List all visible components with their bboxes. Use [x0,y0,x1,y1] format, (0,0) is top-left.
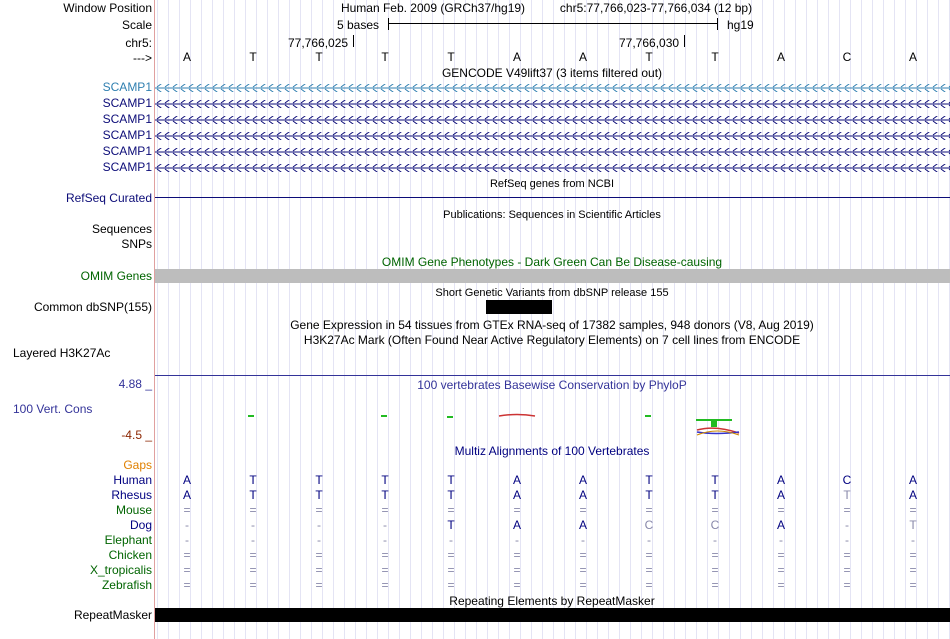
phylop-max-label: 4.88 _ [118,377,152,391]
reference-base: T [447,50,455,64]
aligned-base: = [381,578,389,592]
aligned-base: = [579,578,587,592]
aligned-base: = [381,548,389,562]
aligned-base: - [845,533,849,547]
ruler-tick [684,35,685,47]
aligned-base: = [249,563,257,577]
aligned-base: A [908,488,917,502]
reference-base: T [381,50,389,64]
aligned-base: = [447,503,455,517]
strand-label: ---> [133,51,152,65]
aligned-base: A [182,488,191,502]
reference-base: T [711,50,719,64]
dbsnp-track-label[interactable]: Common dbSNP(155) [33,300,152,314]
aligned-base: A [908,473,917,487]
repeatmasker-element[interactable] [155,608,950,622]
species-label[interactable]: Zebrafish [101,578,152,592]
species-label[interactable]: Dog [129,518,152,532]
aligned-base: A [776,473,785,487]
reference-base: C [842,50,852,64]
phylop-mark [499,415,535,417]
reference-base: A [512,50,521,64]
db-label: hg19 [727,18,754,32]
transcript-line [155,100,950,108]
multiz-track-title[interactable]: Multiz Alignments of 100 Vertebrates [454,444,650,458]
aligned-base: = [315,563,323,577]
aligned-base: = [249,578,257,592]
aligned-base: T [447,488,455,502]
phylop-track-title[interactable]: 100 vertebrates Basewise Conservation by PhyloP [417,378,687,392]
aligned-base: - [383,518,387,532]
aligned-base: - [515,533,519,547]
h3k27ac-track-label[interactable]: Layered H3K27Ac [13,346,111,360]
aligned-base: - [581,533,585,547]
aligned-base: = [447,578,455,592]
gencode-transcripts[interactable] [155,80,950,176]
aligned-base: T [447,518,455,532]
aligned-base: A [512,518,521,532]
gtex-track-title[interactable]: Gene Expression in 54 tissues from GTEx RNA-seq of 17382 samples, 948 donors (V8, Aug 2019) [290,318,814,332]
reference-base: T [249,50,257,64]
species-label[interactable]: Human [113,473,152,487]
aligned-base: T [249,473,257,487]
snps-track-label[interactable]: SNPs [121,237,152,251]
aligned-base: C [710,518,720,532]
aligned-base: = [711,563,719,577]
gencode-item-label[interactable]: SCAMP1 [102,128,152,142]
aligned-base: T [909,518,917,532]
phylop-mark [711,419,717,427]
reference-bases [155,50,950,64]
aligned-base: = [249,548,257,562]
gencode-item-label[interactable]: SCAMP1 [102,96,152,110]
aligned-base: T [447,473,455,487]
aligned-base: A [182,473,191,487]
phylop-graph[interactable] [155,405,950,440]
aligned-base: T [645,488,653,502]
aligned-base: T [249,488,257,502]
aligned-base: A [776,518,785,532]
aligned-base: - [251,533,255,547]
reference-base: T [315,50,323,64]
aligned-base: T [315,473,323,487]
aligned-base: = [183,548,191,562]
aligned-base: = [843,548,851,562]
aligned-base: = [183,563,191,577]
aligned-base: A [578,473,587,487]
aligned-base: - [713,533,717,547]
aligned-base: - [845,518,849,532]
aligned-base: A [512,473,521,487]
aligned-base: - [449,533,453,547]
aligned-base: = [909,503,917,517]
gencode-item-label[interactable]: SCAMP1 [102,80,152,94]
refseq-gene-line[interactable] [155,197,950,198]
aligned-base: T [315,488,323,502]
aligned-base: = [909,548,917,562]
species-label[interactable]: Chicken [108,548,152,562]
refseq-track-label[interactable]: RefSeq Curated [65,191,152,205]
aligned-base: = [909,563,917,577]
aligned-base: T [843,488,851,502]
aligned-base: = [645,503,653,517]
transcript-line [155,132,950,140]
aligned-base: = [711,503,719,517]
aligned-base: - [185,518,189,532]
reference-base: A [908,50,917,64]
gaps-label: Gaps [123,458,152,472]
aligned-base: = [843,578,851,592]
transcript-line [155,164,950,172]
aligned-base: = [447,548,455,562]
aligned-base: A [776,488,785,502]
aligned-base: - [317,533,321,547]
aligned-base: = [711,578,719,592]
species-label[interactable]: Rhesus [111,488,152,502]
omim-gene-bar[interactable] [155,269,950,283]
aligned-base: - [185,533,189,547]
aligned-base: T [711,488,719,502]
repeatmasker-track-title[interactable]: Repeating Elements by RepeatMasker [449,594,655,608]
species-label[interactable]: Elephant [104,533,152,547]
scale-bar [388,18,718,30]
aligned-base: - [647,533,651,547]
reference-base: T [645,50,653,64]
aligned-base: A [512,488,521,502]
aligned-base: - [317,518,321,532]
reference-base: A [578,50,587,64]
species-label[interactable]: X_tropicalis [89,563,152,577]
aligned-base: - [251,518,255,532]
aligned-base: = [183,503,191,517]
aligned-base: - [911,533,915,547]
transcript-line [155,84,950,92]
dbsnp-track-title[interactable]: Short Genetic Variants from dbSNP release 155 [435,287,669,299]
aligned-base: = [249,503,257,517]
aligned-base: T [381,488,389,502]
h3k27ac-track-title[interactable]: H3K27Ac Mark (Often Found Near Active Regulatory Elements) on 7 cell lines from ENCODE [303,333,801,347]
species-label[interactable]: Mouse [115,503,152,517]
aligned-base: A [578,518,587,532]
reference-base: A [182,50,191,64]
aligned-base: = [315,503,323,517]
aligned-base: = [513,503,521,517]
aligned-base: = [579,563,587,577]
position-readout: chr5:77,766,023-77,766,034 (12 bp) [559,1,753,15]
dbsnp-variant[interactable] [486,300,552,314]
aligned-base: = [579,548,587,562]
aligned-base: T [381,473,389,487]
assembly-title: Human Feb. 2009 (GRCh37/hg19) [340,1,526,15]
scale-text: 5 bases [337,18,380,32]
repeatmasker-track-label[interactable]: RepeatMasker [73,608,152,622]
transcript-line [155,116,950,124]
aligned-base: C [644,518,654,532]
track-image-area[interactable] [155,0,950,639]
aligned-base: = [843,563,851,577]
aligned-base: T [645,473,653,487]
aligned-base: = [711,548,719,562]
aligned-base: = [381,563,389,577]
aligned-base: = [909,578,917,592]
aligned-base: = [315,578,323,592]
aligned-base: = [645,548,653,562]
h3k27ac-signal-line [155,375,950,376]
transcript-line [155,148,950,156]
aligned-base: = [645,563,653,577]
reference-base: A [776,50,785,64]
aligned-base: = [447,563,455,577]
ruler-coordinate: 77,766,030 [619,36,680,50]
sequences-track-label[interactable]: Sequences [91,222,152,236]
aligned-base: A [578,488,587,502]
scale-label: Scale [121,18,152,32]
aligned-base: = [183,578,191,592]
gencode-item-label[interactable]: SCAMP1 [102,112,152,126]
aligned-base: = [777,563,785,577]
aligned-base: = [579,503,587,517]
aligned-base: = [513,578,521,592]
ruler-tick [353,35,354,47]
gencode-item-label[interactable]: SCAMP1 [102,144,152,158]
gencode-item-label[interactable]: SCAMP1 [102,160,152,174]
multiz-alignment[interactable] [155,473,950,593]
aligned-base: = [777,503,785,517]
omim-track-title[interactable]: OMIM Gene Phenotypes - Dark Green Can Be Disease-causing [381,255,723,269]
gencode-track-title[interactable]: GENCODE V49lift37 (3 items filtered out) [441,66,663,80]
aligned-base: = [843,503,851,517]
aligned-base: C [842,473,852,487]
chrom-label: chr5: [125,36,152,50]
track-label-column [0,0,154,639]
ruler-coordinate: 77,766,025 [288,36,349,50]
phylop-min-label: -4.5 _ [121,428,152,442]
aligned-base: T [711,473,719,487]
aligned-base: - [383,533,387,547]
phylop-track-label[interactable]: 100 Vert. Cons [13,402,93,416]
aligned-base: = [513,548,521,562]
refseq-track-title[interactable]: RefSeq genes from NCBI [489,178,615,190]
publications-track-title[interactable]: Publications: Sequences in Scientific Articles [443,209,661,221]
aligned-base: - [779,533,783,547]
aligned-base: = [777,578,785,592]
window-position-label: Window Position [63,1,152,15]
aligned-base: = [381,503,389,517]
omim-track-label[interactable]: OMIM Genes [80,269,152,283]
aligned-base: = [513,563,521,577]
aligned-base: = [645,578,653,592]
aligned-base: = [315,548,323,562]
aligned-base: = [777,548,785,562]
